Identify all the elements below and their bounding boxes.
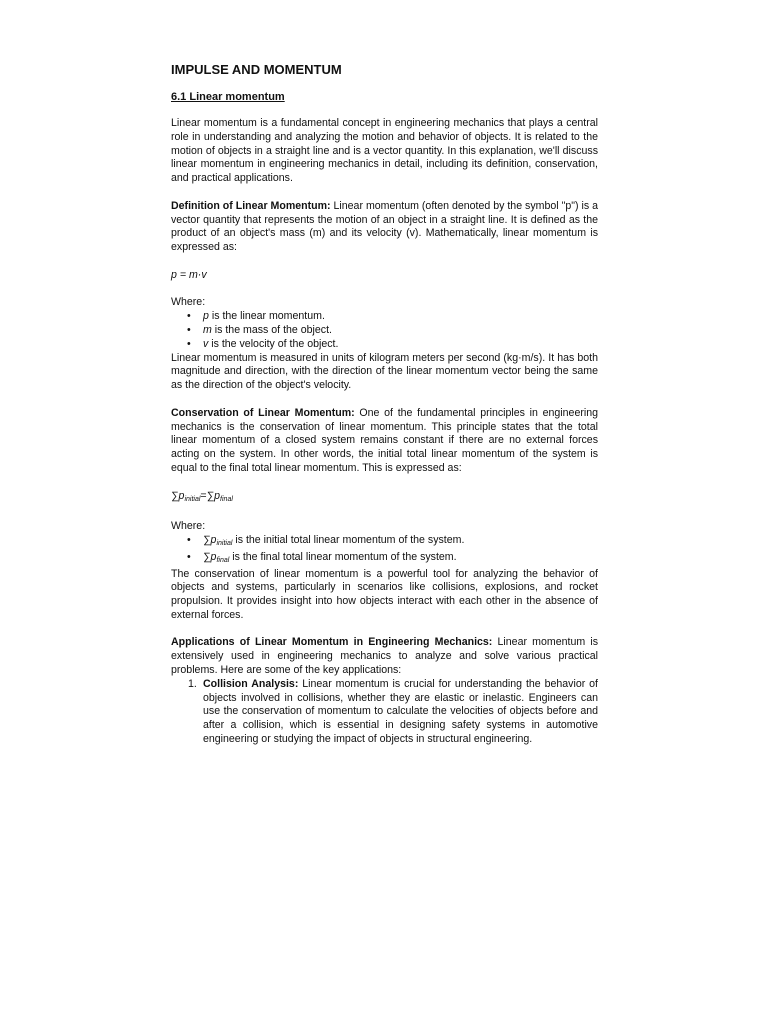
momentum-formula: p = m·v [171, 268, 207, 281]
definition-text: Linear momentum (often denoted by the symbol "p") is a vector quantity that represents the motion of an object in a straight line. It is defined as the product of an object's mass (m) and its velocity (v). Mathematically, linear momentum is expressed as: [171, 199, 598, 254]
bullet-text: is the initial total linear momentum of the system. [232, 533, 465, 546]
list-item [171, 551, 598, 568]
conservation-after-paragraph: The conservation of linear momentum is a powerful tool for analyzing the behavior of objects and systems, particularly in scenarios like collisions, explosions, and rocket propulsion. It provides insight into how objects interact with each other in the absence of external forces. [171, 567, 598, 621]
definition-paragraph [171, 200, 598, 255]
list-item [171, 310, 598, 324]
item-text: Linear momentum is crucial for understanding the behavior of objects involved in collisions, whether they are elastic or inelastic. Engineers can use the conservation of momentum to calculate the velocities of objects before and after a collision, which is essential in designing safety systems in automotive engineering or studying the impact of objects in structural engineering. [203, 677, 598, 746]
definition-bullet-list [171, 310, 598, 351]
list-item [171, 678, 598, 747]
intro-paragraph: Linear momentum is a fundamental concept in engineering mechanics that plays a central role in understanding and analyzing the motion and behavior of objects. It is related to the motion of objects in a straight line and is a vector quantity. In this explanation, we'll discuss linear momentum in engineering mechanics in detail, including its definition, conservation, and practical applications. [171, 117, 598, 185]
item-heading: Collision Analysis: [203, 677, 299, 690]
item-number: 1. [188, 677, 197, 690]
applications-text: Linear momentum is extensively used in engineering mechanics to analyze and solve various practical problems. Here are some of the key applications: [171, 636, 599, 677]
bullet-subscript: initial [216, 539, 233, 547]
applications-heading: Applications of Linear Momentum in Engineering Mechanics: [171, 636, 493, 649]
bullet-symbol: m [203, 323, 212, 336]
units-paragraph: Linear momentum is measured in units of kilogram meters per second (kg·m/s). It has both magnitude and direction, with the direction of the linear momentum vector being the same as the direction of the object's velocity. [171, 351, 598, 392]
conservation-where-label: Where: [171, 520, 206, 533]
document-title: IMPULSE AND MOMENTUM [171, 62, 342, 77]
bullet-symbol: p [203, 310, 209, 323]
bullet-text: is the linear momentum. [208, 310, 325, 323]
conservation-bullet-list [171, 534, 598, 568]
conservation-paragraph [171, 407, 598, 476]
conservation-formula: $\sum p_{initial}=\sum p_{final}$ [171, 489, 233, 503]
bullet-subscript: final [216, 556, 230, 564]
document-page [171, 62, 598, 747]
bullet-text: is the final total linear momentum of the system. [229, 550, 457, 563]
definition-where-label: Where: [171, 296, 206, 309]
bullet-text: is the mass of the object. [211, 323, 332, 336]
section-heading: 6.1 Linear momentum [171, 91, 285, 103]
list-item [171, 534, 598, 551]
bullet-text: is the velocity of the object. [208, 337, 339, 350]
bullet-symbol: ∑p [203, 533, 217, 546]
applications-numbered-list [171, 678, 598, 747]
applications-paragraph [171, 636, 598, 677]
bullet-symbol: v [203, 337, 209, 350]
definition-heading: Definition of Linear Momentum: [171, 199, 331, 212]
bullet-symbol: ∑p [203, 550, 217, 563]
conservation-heading: Conservation of Linear Momentum: [171, 406, 355, 419]
list-item [171, 324, 598, 338]
list-item [171, 338, 598, 352]
conservation-text: One of the fundamental principles in engineering mechanics is the conservation of linear momentum. This principle states that the total linear momentum of a closed system remains constant if there are no external forces acting on the system. In other words, the initial total linear momentum of the system is equal to the final total linear momentum. This is expressed as: [171, 406, 599, 474]
